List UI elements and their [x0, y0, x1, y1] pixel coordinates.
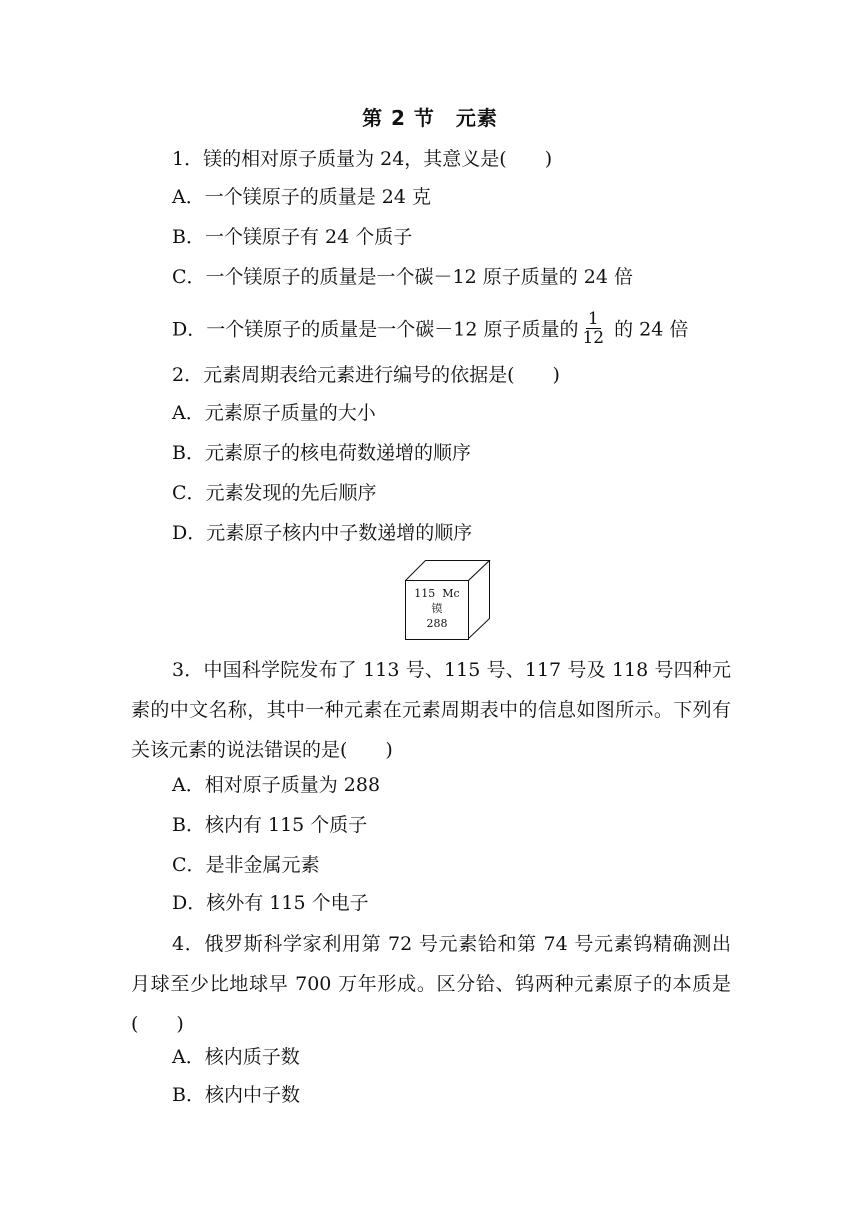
question-2-option-a: A．元素原子质量的大小 — [172, 402, 376, 424]
fraction-numerator: 1 — [587, 309, 599, 329]
element-card-figure — [405, 560, 491, 640]
question-3-option-b: B．核内有 115 个质子 — [172, 814, 368, 836]
fraction-one-twelfth — [582, 310, 604, 347]
fraction-denominator: 12 — [582, 328, 605, 348]
element-symbol: Mc — [442, 587, 460, 600]
question-3-option-d: D．核外有 115 个电子 — [172, 892, 369, 914]
question-2-option-c: C．元素发现的先后顺序 — [172, 482, 377, 504]
page-title: 第 2 节 元素 — [362, 106, 498, 130]
question-3-option-c: C．是非金属元素 — [172, 854, 320, 876]
question-2-stem: 2．元素周期表给元素进行编号的依据是( ) — [172, 364, 560, 386]
question-1-option-c: C．一个镁原子的质量是一个碳－12 原子质量的 24 倍 — [172, 266, 634, 288]
question-1-option-b: B．一个镁原子有 24 个质子 — [172, 226, 413, 248]
question-3-stem-text: 3．中国科学院发布了 113 号、115 号、117 号及 118 号四种元素的中文名称，其中一种元素在元素周期表中的信息如图所示。下列有关该元素的说法错误的是( ) — [131, 659, 731, 761]
question-4-option-b: B．核内中子数 — [172, 1084, 300, 1106]
question-1-option-a: A．一个镁原子的质量是 24 克 — [172, 186, 431, 208]
question-4-stem — [131, 924, 731, 1044]
question-2-option-d: D．元素原子核内中子数递增的顺序 — [172, 522, 473, 544]
element-card-front — [405, 580, 469, 640]
question-3-option-a: A．相对原子质量为 288 — [172, 774, 381, 796]
element-atomic-mass: 288 — [426, 617, 448, 630]
question-1-option-d-suffix: 的 24 倍 — [608, 318, 689, 341]
question-2-option-b: B．元素原子的核电荷数递增的顺序 — [172, 442, 471, 464]
element-chinese-name: 镆 — [431, 602, 443, 615]
question-1-option-d-text: D．一个镁原子的质量是一个碳－12 原子质量的 — [172, 318, 579, 341]
question-3-stem — [131, 650, 731, 770]
element-atomic-number: 115 — [414, 587, 436, 600]
question-4-stem-text: 4．俄罗斯科学家利用第 72 号元素铪和第 74 号元素钨精确测出月球至少比地球早 700 万年形成。区分铪、钨两种元素原子的本质是( ) — [131, 933, 731, 1035]
question-1-stem: 1．镁的相对原子质量为 24，其意义是( ) — [172, 148, 553, 170]
question-1-option-d — [172, 309, 689, 349]
question-4-option-a: A．核内质子数 — [172, 1046, 300, 1068]
element-card-top-row — [406, 586, 468, 601]
